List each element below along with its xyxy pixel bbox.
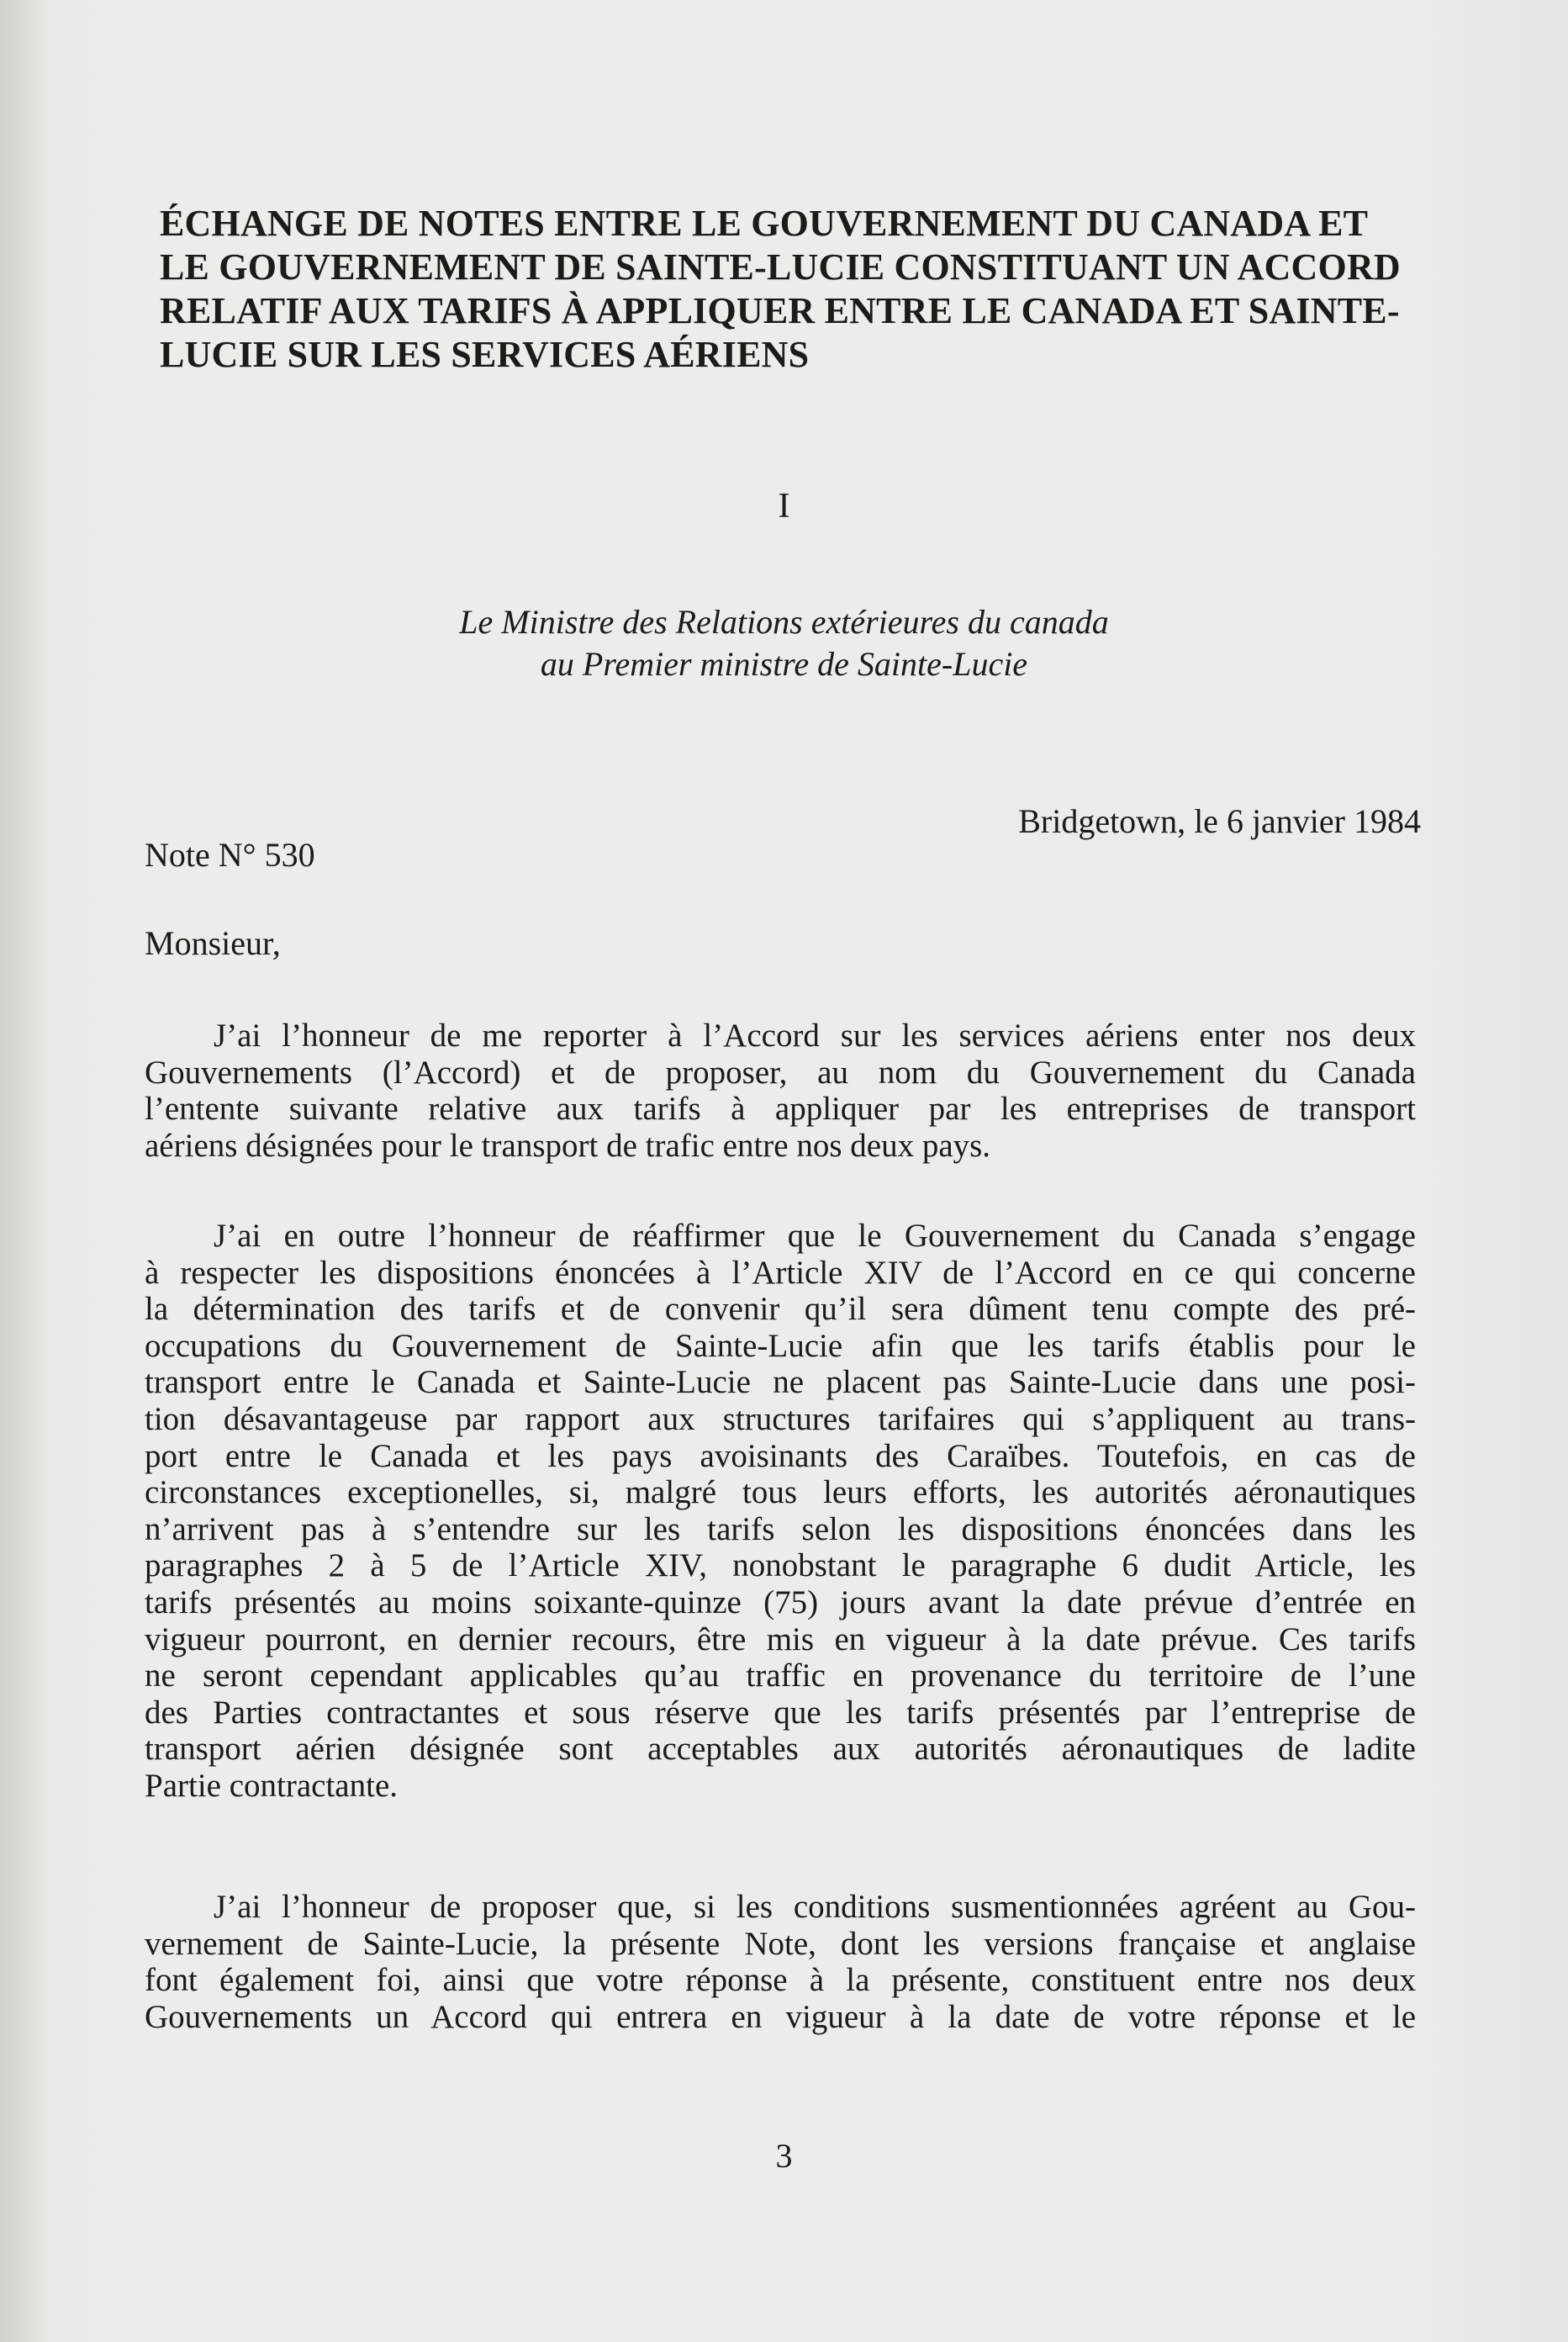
paragraph-line: paragraphes 2 à 5 de l’Article XIV, nonobstant le paragraphe 6 dudit Article, les (145, 1547, 1416, 1584)
paragraph-line: vigueur pourront, en dernier recours, être mis en vigueur à la date prévue. Ces tarifs (145, 1620, 1416, 1657)
paragraph-line: ne seront cependant applicables qu’au traffic en provenance du territoire de l’une (145, 1657, 1416, 1694)
addressing-recipient: au Premier ministre de Sainte-Lucie (540, 645, 1028, 683)
paragraph (145, 1889, 1416, 2035)
paragraph (145, 1018, 1416, 1164)
paragraph-line: transport aérien désignée sont acceptables aux autorités aéronautiques de ladite (145, 1731, 1416, 1768)
paragraph-line: n’arrivent pas à s’entendre sur les tarifs selon les dispositions énoncées dans les (145, 1510, 1416, 1547)
place-date: Bridgetown, le 6 janvier 1984 (1018, 802, 1421, 840)
document-title (160, 202, 1438, 377)
title-line: ÉCHANGE DE NOTES ENTRE LE GOUVERNEMENT DU CANADA ET (160, 203, 1369, 244)
paragraph-line: des Parties contractantes et sous réserve que les tarifs présentés par l’entreprise de (145, 1694, 1416, 1731)
section-number: I (778, 487, 790, 526)
addressing-sender: Le Ministre des Relations extérieures du canada (459, 603, 1109, 641)
paragraph-line: J’ai l’honneur de proposer que, si les conditions susmentionnées agréent au Gou- (214, 1889, 1416, 1925)
paragraph-line: occupations du Gouvernement de Sainte-Lucie afin que les tarifs établis pour le (145, 1327, 1416, 1364)
paragraph-line: vernement de Sainte-Lucie, la présente Note, dont les versions française et anglaise (145, 1925, 1416, 1962)
paragraph-line: tion désavantageuse par rapport aux structures tarifaires qui s’appliquent au trans- (145, 1400, 1416, 1437)
paragraph-line: Gouvernements (l’Accord) et de proposer, au nom du Gouvernement du Canada (145, 1054, 1416, 1091)
paragraph-line: à respecter les dispositions énoncées à l’Article XIV de l’Accord en ce qui concerne (145, 1254, 1416, 1291)
note-number: Note N° 530 (145, 836, 315, 874)
paragraph-line: J’ai en outre l’honneur de réaffirmer que le Gouvernement du Canada s’engage (214, 1218, 1416, 1254)
paragraph-line: circonstances exceptionelles, si, malgré tous leurs efforts, les autorités aéronautiques (145, 1474, 1416, 1511)
paragraph-line: font également foi, ainsi que votre réponse à la présente, constituent entre nos deux (145, 1962, 1416, 1999)
salutation: Monsieur, (145, 924, 281, 962)
title-line: LE GOUVERNEMENT DE SAINTE-LUCIE CONSTITUANT UN ACCORD (160, 246, 1401, 288)
paragraph-line: port entre le Canada et les pays avoisinants des Caraïbes. Toutefois, en cas de (145, 1437, 1416, 1474)
title-line: RELATIF AUX TARIFS À APPLIQUER ENTRE LE CANADA ET SAINTE- (160, 290, 1400, 331)
title-line: LUCIE SUR LES SERVICES AÉRIENS (160, 334, 810, 375)
paragraph-line: J’ai l’honneur de me reporter à l’Accord sur les services aériens enter nos deux (214, 1018, 1416, 1054)
addressing-block (0, 601, 1568, 685)
paragraph-line: tarifs présentés au moins soixante-quinze (75) jours avant la date prévue d’entrée en (145, 1583, 1416, 1620)
paragraph-line: aériens désignées pour le transport de trafic entre nos deux pays. (145, 1127, 991, 1164)
paragraph-line: la détermination des tarifs et de convenir qu’il sera dûment tenu compte des pré- (145, 1291, 1416, 1328)
binding-shadow (0, 0, 50, 2342)
paragraph-line: transport entre le Canada et Sainte-Lucie ne placent pas Sainte-Lucie dans une posi- (145, 1364, 1416, 1401)
paragraph (145, 1218, 1416, 1805)
paragraph-line: Partie contractante. (145, 1767, 399, 1804)
paragraph-line: Gouvernements un Accord qui entrera en vigueur à la date de votre réponse et le (145, 1998, 1416, 2035)
paragraph-line: l’entente suivante relative aux tarifs à appliquer par les entreprises de transport (145, 1091, 1416, 1128)
page-number: 3 (775, 2137, 793, 2175)
